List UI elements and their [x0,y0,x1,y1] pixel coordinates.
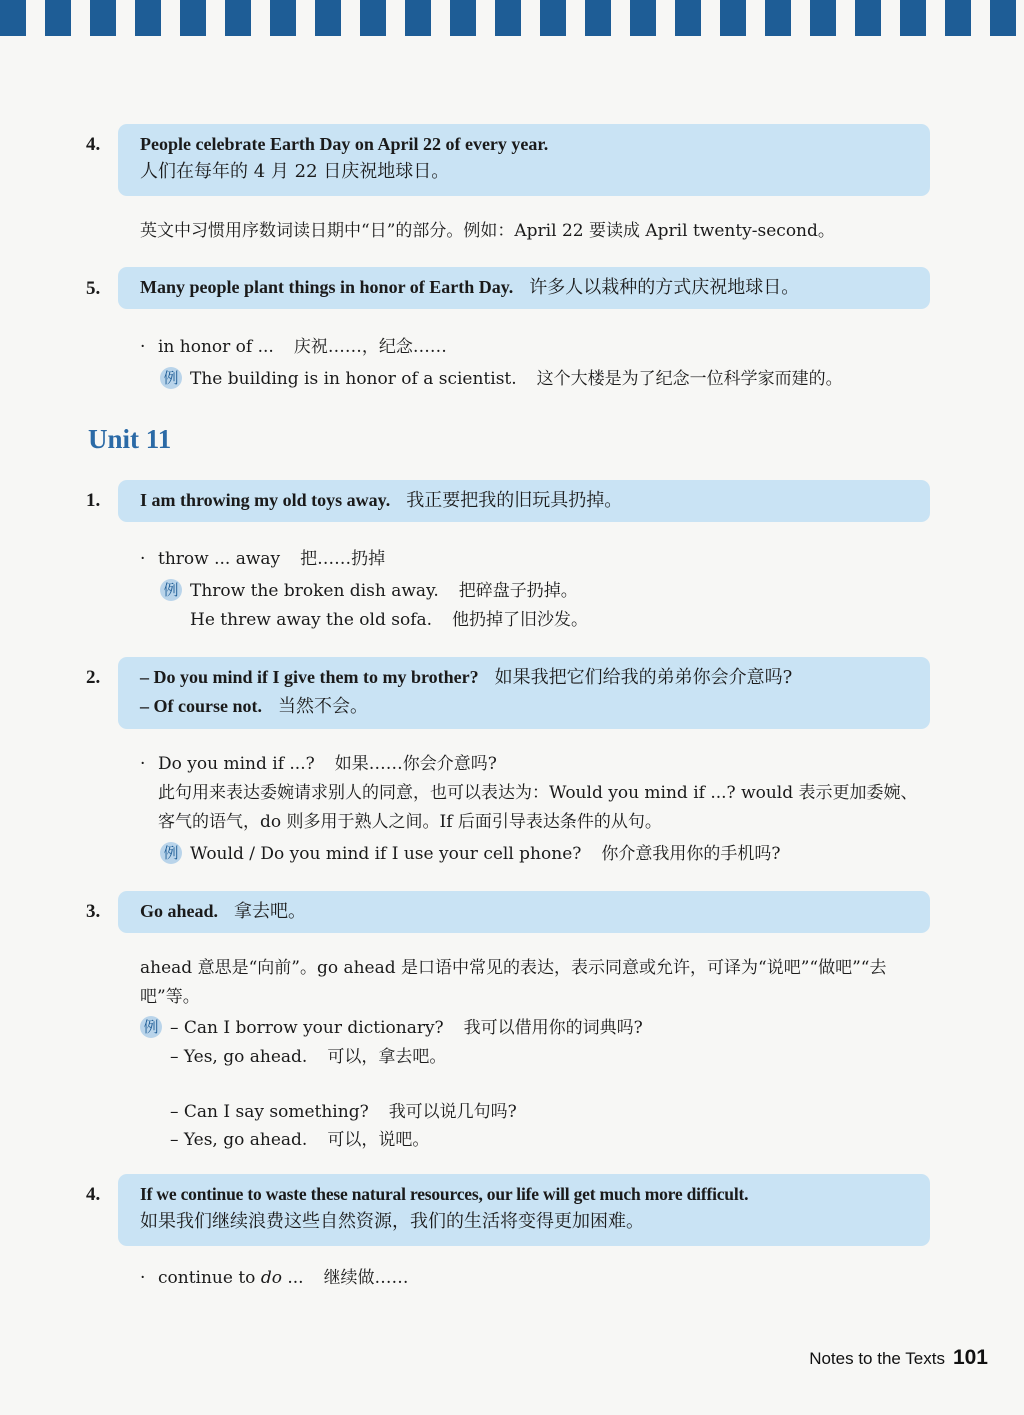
example-chinese: 我可以说几句吗? [388,1102,517,1122]
sentence-chinese: 拿去吧。 [234,901,307,922]
phrase: in honor of ... [158,337,274,357]
phrase-meaning: 庆祝……，纪念…… [293,337,447,357]
note-paragraph: 英文中习惯用序数词读日期中“日”的部分。例如：April 22 要读成 April twenty-second。 [140,221,835,241]
phrase-bullet [140,750,497,778]
example-line [160,365,843,393]
bullet-dot: · [140,1268,146,1288]
phrase-italic: do [260,1268,282,1288]
example-line [170,1043,446,1071]
sentence-english: Many people plant things in honor of Earth Day. [140,277,514,297]
dialogue-answer-chinese: 当然不会。 [277,696,368,717]
phrase-bullet [140,1264,409,1292]
sentence-chinese: 许多人以栽种的方式庆祝地球日。 [529,277,800,298]
footer-label: Notes to the Texts [809,1349,945,1368]
sentence-box [118,480,930,522]
example-icon: 例 [160,367,182,389]
sentence-box [118,657,930,729]
bullet-dot: · [140,549,146,569]
item-number: 4. [86,134,101,155]
example-english: – Yes, go ahead. [170,1130,308,1150]
bullet-dot: · [140,754,146,774]
dialogue-question-chinese: 如果我把它们给我的弟弟你会介意吗? [494,667,793,688]
example-chinese: 我可以借用你的词典吗? [463,1018,643,1038]
dialogue-answer: – Of course not. [140,696,262,716]
example-line [140,1014,643,1042]
phrase: Do you mind if ...? [158,754,315,774]
example-english: He threw away the old sofa. [190,610,433,630]
explanation-paragraph: 此句用来表达委婉请求别人的同意，也可以表达为：Would you mind if ...? would 表示更加委婉、客气的语气，do 则多用于熟人之间。If 后面引导表达条件的从句。 [158,783,918,832]
phrase-meaning: 继续做…… [323,1268,409,1288]
example-english: – Can I say something? [170,1102,369,1122]
example-icon: 例 [160,842,182,864]
page-footer [809,1346,988,1370]
example-chinese: 你介意我用你的手机吗? [601,844,781,864]
example-line [160,577,578,605]
phrase-meaning: 把……扔掉 [300,549,386,569]
item-number: 5. [86,278,101,299]
example-line [170,1098,517,1126]
example-english: Would / Do you mind if I use your cell phone? [190,844,582,864]
phrase-meaning: 如果……你会介意吗? [334,754,497,774]
item-number: 1. [86,490,101,511]
sentence-box [118,891,930,933]
sentence-english: Go ahead. [140,901,219,921]
dialogue-question: – Do you mind if I give them to my brother? [140,667,479,687]
explanation-paragraph: ahead 意思是“向前”。go ahead 是口语中常见的表达，表示同意或允许，可译为“说吧”“做吧”“去吧”等。 [140,958,887,1007]
phrase: continue to [158,1268,256,1288]
sentence-english: If we continue to waste these natural resources, our life will get much more difficult. [140,1184,749,1204]
sentence-box [118,1174,930,1246]
page-number: 101 [952,1346,988,1369]
example-chinese: 可以，拿去吧。 [327,1047,447,1067]
example-icon: 例 [160,579,182,601]
phrase-ellipsis: ... [287,1268,304,1288]
example-icon: 例 [140,1016,162,1038]
example-english: – Yes, go ahead. [170,1047,308,1067]
example-chinese: 这个大楼是为了纪念一位科学家而建的。 [536,369,843,389]
unit-title: Unit 11 [88,424,172,454]
example-line [190,606,588,634]
sentence-chinese: 人们在每年的 4 月 22 日庆祝地球日。 [140,161,450,182]
example-line [160,840,781,868]
sentence-english: People celebrate Earth Day on April 22 of every year. [140,134,549,154]
example-english: Throw the broken dish away. [190,581,439,601]
phrase-bullet [140,333,447,361]
example-line [170,1126,429,1154]
example-english: The building is in honor of a scientist. [190,369,517,389]
bullet-dot: · [140,337,146,357]
item-number: 2. [86,667,101,688]
sentence-chinese: 如果我们继续浪费这些自然资源，我们的生活将变得更加困难。 [140,1211,644,1232]
sentence-chinese: 我正要把我的旧玩具扔掉。 [406,490,623,511]
example-chinese: 他扔掉了旧沙发。 [452,610,589,630]
phrase: throw ... away [158,549,281,569]
item-number: 3. [86,901,101,922]
sentence-english: I am throwing my old toys away. [140,490,391,510]
example-chinese: 可以，说吧。 [327,1130,430,1150]
sentence-box [118,267,930,309]
phrase-bullet [140,545,385,573]
example-chinese: 把碎盘子扔掉。 [458,581,578,601]
example-english: – Can I borrow your dictionary? [170,1018,444,1038]
item-number: 4. [86,1184,101,1205]
sentence-box [118,124,930,196]
